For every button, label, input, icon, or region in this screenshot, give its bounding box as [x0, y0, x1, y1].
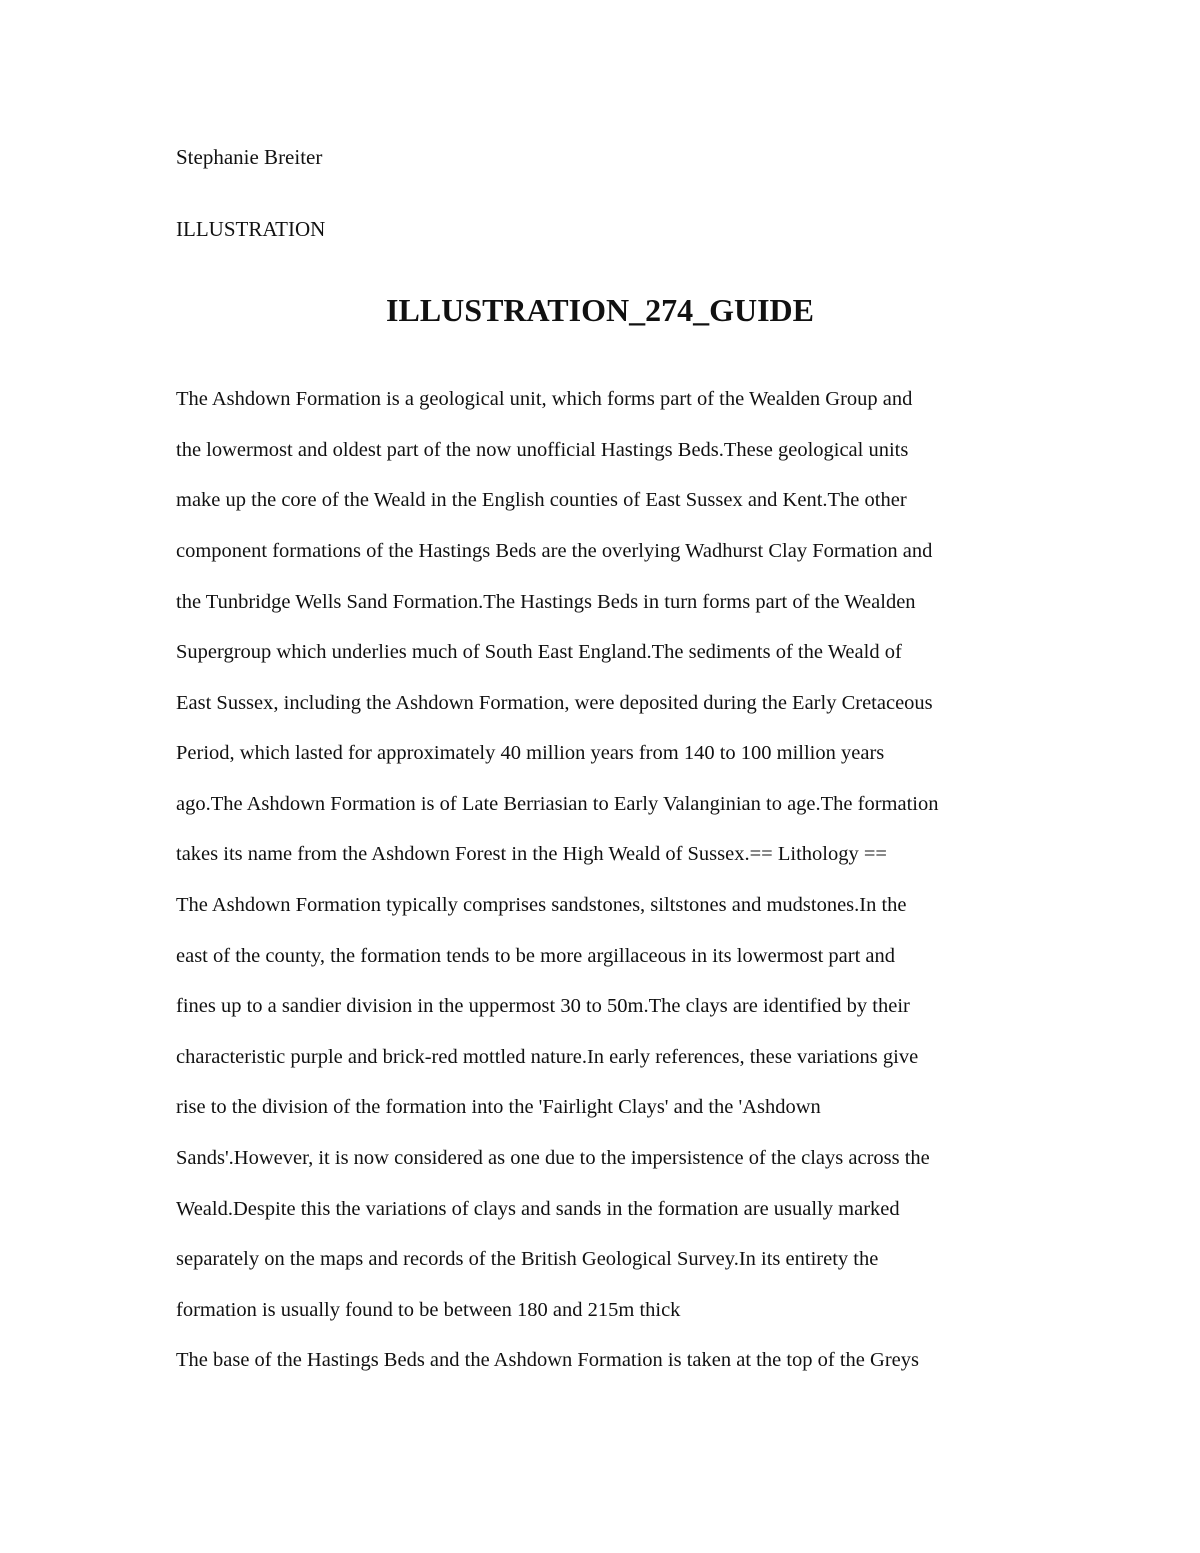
body-line: The Ashdown Formation is a geological unit, which forms part of the Wealden Group and — [176, 388, 913, 410]
body-line: East Sussex, including the Ashdown Formation, were deposited during the Early Cretaceous — [176, 692, 933, 714]
author-name: Stephanie Breiter — [176, 145, 323, 169]
body-line: Sands'.However, it is now considered as one due to the impersistence of the clays across the — [176, 1147, 930, 1169]
body-line: The base of the Hastings Beds and the Ashdown Formation is taken at the top of the Greys — [176, 1349, 919, 1371]
body-line: east of the county, the formation tends to be more argillaceous in its lowermost part and — [176, 945, 896, 967]
body-line: ago.The Ashdown Formation is of Late Berriasian to Early Valanginian to age.The formation — [176, 793, 939, 815]
body-line: Period, which lasted for approximately 40 million years from 140 to 100 million years — [176, 742, 885, 764]
body-line: the lowermost and oldest part of the now unofficial Hastings Beds.These geological units — [176, 439, 909, 461]
document-title: ILLUSTRATION_274_GUIDE — [386, 292, 814, 328]
body-line: the Tunbridge Wells Sand Formation.The Hastings Beds in turn forms part of the Wealden — [176, 591, 916, 613]
body-line: formation is usually found to be between 180 and 215m thick — [176, 1299, 681, 1321]
body-line: separately on the maps and records of the British Geological Survey.In its entirety the — [176, 1248, 879, 1270]
body-line: make up the core of the Weald in the English counties of East Sussex and Kent.The other — [176, 489, 907, 511]
body-line: takes its name from the Ashdown Forest in the High Weald of Sussex.== Lithology == — [176, 843, 887, 865]
body-line: characteristic purple and brick-red mottled nature.In early references, these variations give — [176, 1046, 919, 1068]
body-line: component formations of the Hastings Beds are the overlying Wadhurst Clay Formation and — [176, 540, 933, 562]
body-line: The Ashdown Formation typically comprises sandstones, siltstones and mudstones.In the — [176, 894, 907, 916]
body-line: Supergroup which underlies much of South East England.The sediments of the Weald of — [176, 641, 902, 663]
course-name: ILLUSTRATION — [176, 217, 326, 241]
body-line: Weald.Despite this the variations of clays and sands in the formation are usually marked — [176, 1198, 900, 1220]
body-line: rise to the division of the formation into the 'Fairlight Clays' and the 'Ashdown — [176, 1096, 821, 1118]
body-line: fines up to a sandier division in the uppermost 30 to 50m.The clays are identified by their — [176, 995, 910, 1017]
